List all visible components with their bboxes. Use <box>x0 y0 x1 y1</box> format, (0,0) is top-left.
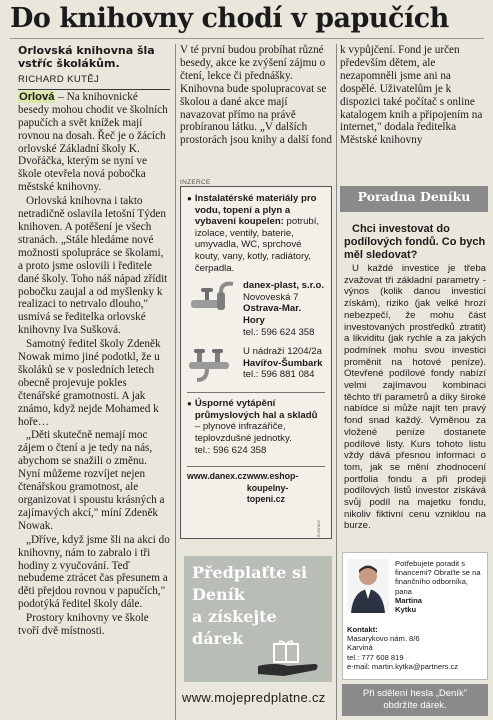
article-paragraph: Prostory knihovny ve škole tvoří dvě místnosti. <box>18 612 149 638</box>
ad-web-link[interactable]: www.eshop-koupelny-topeni.cz <box>246 471 299 505</box>
bullet-icon: ● <box>187 399 192 409</box>
ad-item <box>187 398 325 456</box>
column-divider <box>336 44 337 720</box>
poradna-column <box>344 223 486 533</box>
article-paragraph: Samotný ředitel školy Zdeněk Nowak mimo jiné podotkl, že u školáků se v posledních letech obecně projevuje pokles čtenářské gramotnosti. A jak známo, když nejde Mohamed k hoře… <box>18 338 161 428</box>
ad-item <box>187 193 325 274</box>
article-column-3 <box>340 44 486 148</box>
article-byline: RICHARD KUTĚJ <box>18 74 170 90</box>
article-paragraph: k vypůjčení. Fond je určen především dětem, ale nezapomněli jsme ani na dospělé. Uživatelům je k dispozici také počítač s online katalogem knih a připojením na internet," dodala ředitelka Městské knihovny <box>340 44 483 147</box>
place-tag: Orlová <box>19 90 55 103</box>
consultant-password-bar: Při sdělení hesla „Deník" obdržíte dárek. <box>342 684 488 716</box>
poradna-title: Poradna Deníku <box>357 189 471 204</box>
consultant-contact: Kontakt: Masarykovo nám. 8/6 Karviná tel.: 777 608 819 e-mail: martin.kytka@partners.cz <box>347 625 459 671</box>
poradna-question: Chci investovat do podílových fondů. Co bych měl sledovat? <box>344 223 486 261</box>
ad-item-text: Instalatérské materiály pro vodu, topení a plyn a vybavení koupelen: potrubí, izolace, ventily, baterie, umyvadla, WC, sprchové kouty, vany, kotly, radiátory, čerpadla. <box>194 193 320 274</box>
article-paragraph: V té první budou probíhat různé besedy, akce ke zvýšení zájmu o čtení, lekce či přednášky. Knihovna bude spolupracovat se školou a dané akce mají navazovat přímo na právě probíranou látku. „V dalších prostorách jsou knihy a další fond <box>180 44 332 147</box>
bullet-icon: ● <box>187 194 192 203</box>
faucet-icon <box>187 346 237 384</box>
subscription-promo <box>184 556 332 682</box>
promo-url[interactable]: www.mojepredplatne.cz <box>182 690 326 705</box>
article-lead: Orlovská knihovna šla vstříc školákům. <box>18 44 155 70</box>
faucet-icon <box>187 280 237 318</box>
photo-credit: Ilustrace <box>316 520 321 538</box>
article-headline: Do knihovny chodí v papučích <box>10 3 449 34</box>
consultant-box <box>342 552 488 680</box>
article-column-2 <box>180 44 333 148</box>
headline-rule <box>10 38 484 39</box>
promo-text: Předplaťte si Deník a získejte dárek <box>192 563 308 648</box>
consultant-photo <box>347 559 389 613</box>
poradna-answer: U každé investice je třeba zvažovat tři základní parametry - výnos (kolik danou investicí získám), riziko (jak velké hrozí nebezpečí, že mohu část investovaných prostředků ztratit) a likviditu (jak rychle a za jakých podmínek mohu svou investici proměnit na hotové peníze). Otevřené podílové fondy nabízí velmi zajímavou kombinaci těchto tří parametrů a díky široké nabídce si může najít ten pravý fond snad každý. Vyměnou za vložené peníze dostanete podílové listy. Kurs tohoto listu vždy dává přesnou informaci o tom, jak se mění zhodnocení portfolia fondu a při prodeji podílových listů investor získává svůj podíl na majetku fondu, nikoliv fiktivní cenu vzniklou na burze. <box>344 263 486 532</box>
ad-item-text: Úsporné vytápění průmyslových hal a skladů – plynové infrazářiče, teplovzdušné jednotky. tel.: 596 624 358 <box>194 398 318 456</box>
ad-label: INZERCE <box>180 179 211 186</box>
consultant-blurb: Potřebujete poradit s financemi? Obraťte se na finančního odborníka, pana Martina Kytku <box>395 559 481 615</box>
ad-web-link[interactable]: www.danex.cz <box>187 471 247 482</box>
ad-websites <box>187 466 325 506</box>
ad-company-1 <box>187 280 325 338</box>
article-paragraph: Orlovská knihovna i takto netradičně oslavila letošní Týden knihoven. A potěšení je všech stranách. „Stále hledáme nové možnosti spolupráce se školami, a proto jsme oslovili i ředitele dané školy. Toho náš nápad zřídit pobočku zaujal a od myšlenky k realizaci to netrvalo dlouho," usmívá se ředitelka orlovské knihovny Iva Sušková. <box>18 195 168 337</box>
ad-divider <box>187 392 325 393</box>
ad-company-address: U nádraží 1204/2a Havířov-Šumbark tel.: 596 881 084 <box>243 346 323 381</box>
ad-company-address: danex-plast, s.r.o. Novoveská 7 Ostrava-Mar. Hory tel.: 596 624 358 <box>243 280 325 338</box>
column-divider <box>175 44 176 720</box>
article-paragraph: „Děti skutečně nemají moc zájem o čtení a je tedy na nás, abychom se snažili o změnu. Nyní můžeme rozvíjet nejen čtenářskou gramotnost, ale organizovat i spoustu krásných a zajímavých akcí," míní Zdeněk Nowak. <box>18 429 165 532</box>
danex-advertisement <box>180 186 332 539</box>
article-column-1 <box>18 44 170 639</box>
article-paragraph: „Dříve, když jsme šli na akci do knihovny, nám to zabralo i tři hodiny z vyučování. Teď nebudeme ztrácet čas přesunem a děti přejdou rovnou v papučích," podotýká ředitel školy dále. <box>18 533 170 611</box>
gift-hand-icon <box>254 640 324 678</box>
ad-company-2 <box>187 346 325 384</box>
paragraph-text: – Na knihovnické besedy mohou chodit ve školních papučích a svět knížek mají rovnou na dosah. Řeč je o žácích orlovské Základní školy K. Dvořáčka, kterým se nyní ve škole otevřela nová pobočka městské knihovny. <box>18 90 168 194</box>
article-paragraph <box>18 91 170 194</box>
